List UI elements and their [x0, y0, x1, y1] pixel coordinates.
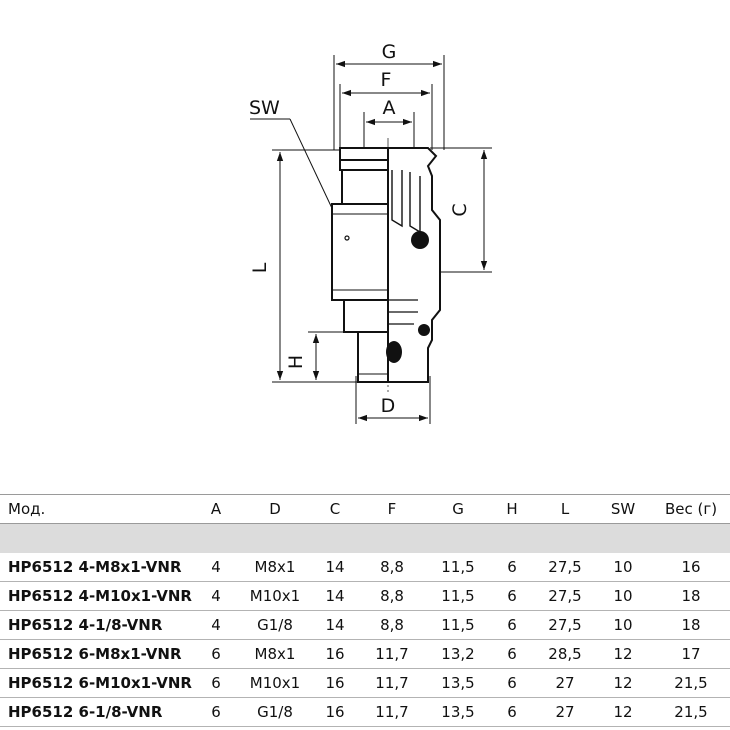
cell-weight: 18	[652, 611, 730, 640]
col-header-weight: Вес (г)	[652, 495, 730, 524]
o-ring-upper-icon	[411, 231, 429, 249]
table-row	[0, 553, 730, 582]
cell-l: 27	[536, 698, 594, 727]
cell-c: 16	[314, 698, 356, 727]
cell-d: M10x1	[236, 582, 314, 611]
cell-g: 11,5	[428, 582, 488, 611]
cell-model: HP6512 6-M10x1-VNR	[0, 669, 196, 698]
table-row	[0, 611, 730, 640]
cell-sw: 12	[594, 669, 652, 698]
cell-h: 6	[488, 553, 536, 582]
cell-d: G1/8	[236, 698, 314, 727]
cell-g: 11,5	[428, 553, 488, 582]
cell-model: HP6512 4-M10x1-VNR	[0, 582, 196, 611]
cell-weight: 21,5	[652, 669, 730, 698]
cell-model: HP6512 6-1/8-VNR	[0, 698, 196, 727]
cell-weight: 18	[652, 582, 730, 611]
col-header-sw: SW	[594, 495, 652, 524]
cell-a: 4	[196, 582, 236, 611]
cell-model: HP6512 4-1/8-VNR	[0, 611, 196, 640]
cell-sw: 10	[594, 611, 652, 640]
label-a: A	[382, 97, 396, 119]
table-row	[0, 669, 730, 698]
label-c: C	[449, 203, 471, 217]
col-header-a: A	[196, 495, 236, 524]
o-ring-middle-icon	[418, 324, 430, 336]
cell-l: 27,5	[536, 553, 594, 582]
label-l: L	[249, 262, 271, 274]
cell-h: 6	[488, 669, 536, 698]
cell-c: 16	[314, 669, 356, 698]
cell-c: 14	[314, 611, 356, 640]
cell-l: 27,5	[536, 582, 594, 611]
cell-h: 6	[488, 582, 536, 611]
cell-a: 6	[196, 640, 236, 669]
cell-f: 8,8	[356, 553, 428, 582]
cell-f: 11,7	[356, 640, 428, 669]
table-header-band	[0, 524, 730, 554]
label-sw: SW	[249, 97, 280, 119]
col-header-f: F	[356, 495, 428, 524]
col-header-c: C	[314, 495, 356, 524]
cell-weight: 21,5	[652, 698, 730, 727]
cell-l: 27,5	[536, 611, 594, 640]
table-row	[0, 698, 730, 727]
cell-sw: 10	[594, 553, 652, 582]
cell-g: 13,5	[428, 669, 488, 698]
cell-c: 14	[314, 582, 356, 611]
cell-f: 8,8	[356, 582, 428, 611]
cell-h: 6	[488, 640, 536, 669]
fitting-body	[332, 148, 390, 382]
label-h: H	[285, 354, 307, 370]
cell-f: 11,7	[356, 669, 428, 698]
cell-h: 6	[488, 698, 536, 727]
cell-f: 11,7	[356, 698, 428, 727]
col-header-h: H	[488, 495, 536, 524]
cell-f: 8,8	[356, 611, 428, 640]
cell-sw: 12	[594, 640, 652, 669]
cell-sw: 10	[594, 582, 652, 611]
cell-c: 16	[314, 640, 356, 669]
label-f: F	[380, 69, 392, 91]
cell-model: HP6512 4-M8x1-VNR	[0, 553, 196, 582]
cell-a: 4	[196, 611, 236, 640]
cell-a: 6	[196, 669, 236, 698]
cell-d: G1/8	[236, 611, 314, 640]
cell-c: 14	[314, 553, 356, 582]
cell-sw: 12	[594, 698, 652, 727]
cell-weight: 16	[652, 553, 730, 582]
col-header-d: D	[236, 495, 314, 524]
label-d: D	[380, 395, 396, 417]
cell-a: 4	[196, 553, 236, 582]
cell-d: M10x1	[236, 669, 314, 698]
o-ring-lower-icon	[386, 341, 402, 363]
label-g: G	[381, 41, 397, 63]
cell-g: 11,5	[428, 611, 488, 640]
table-row	[0, 582, 730, 611]
cell-d: M8x1	[236, 553, 314, 582]
table-row	[0, 640, 730, 669]
cell-l: 28,5	[536, 640, 594, 669]
col-header-l: L	[536, 495, 594, 524]
cell-model: HP6512 6-M8x1-VNR	[0, 640, 196, 669]
cell-g: 13,2	[428, 640, 488, 669]
col-header-model: Мод.	[0, 495, 196, 524]
cell-g: 13,5	[428, 698, 488, 727]
cell-weight: 17	[652, 640, 730, 669]
cell-a: 6	[196, 698, 236, 727]
cell-l: 27	[536, 669, 594, 698]
sw-point-icon	[345, 236, 349, 240]
cell-d: M8x1	[236, 640, 314, 669]
col-header-g: G	[428, 495, 488, 524]
cell-h: 6	[488, 611, 536, 640]
table-header-row	[0, 495, 730, 524]
spec-table	[0, 494, 730, 727]
